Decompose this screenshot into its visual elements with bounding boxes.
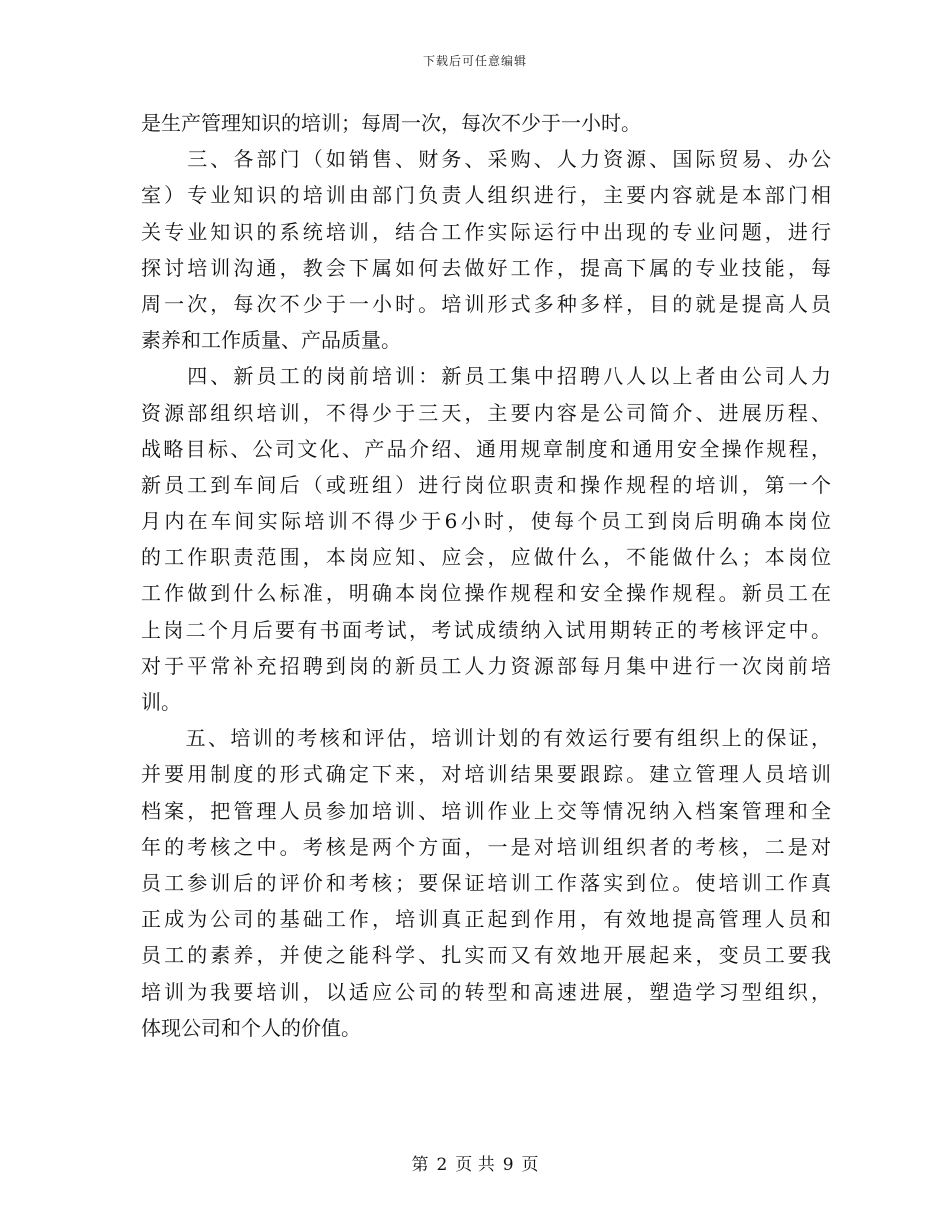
text-line: 探讨培训沟通，教会下属如何去做好工作，提高下属的专业技能，每	[141, 255, 831, 280]
text-line: 培训为我要培训，以适应公司的转型和高速进展，塑造学习型组织，	[141, 979, 831, 1004]
text-line: 训。	[141, 690, 181, 714]
text-line: 三、各部门（如销售、财务、采购、人力资源、国际贸易、办公	[141, 147, 831, 172]
text-line: 是生产管理知识的培训；每周一次，每次不少于一小时。	[141, 111, 641, 135]
text-line: 年的考核之中。考核是两个方面，一是对培训组织者的考核，二是对	[141, 834, 831, 859]
page-number: 2	[436, 1155, 448, 1175]
text-line: 上岗二个月后要有书面考试，考试成绩纳入试用期转正的考核评定中。	[141, 617, 831, 642]
text-line: 正成为公司的基础工作，培训真正起到作用，有效地提高管理人员和	[141, 907, 831, 932]
page-header: 下载后可任意编辑	[422, 54, 527, 68]
footer-middle: 页 共	[455, 1155, 495, 1175]
text-line: 关专业知识的系统培训，结合工作实际运行中出现的专业问题，进行	[141, 219, 831, 244]
page-footer	[0, 1150, 950, 1175]
text-line: 资源部组织培训，不得少于三天，主要内容是公司简介、进展历程、	[141, 400, 831, 425]
text-line: 工作做到什么标准，明确本岗位操作规程和安全操作规程。新员工在	[141, 581, 831, 606]
text-line: 五、培训的考核和评估，培训计划的有效运行要有组织上的保证，	[141, 726, 831, 751]
text-line: 对于平常补充招聘到岗的新员工人力资源部每月集中进行一次岗前培	[141, 653, 831, 678]
text-line: 新员工到车间后（或班组）进行岗位职责和操作规程的培训，第一个	[141, 472, 831, 497]
text-line: 员工参训后的评价和考核；要保证培训工作落实到位。使培训工作真	[141, 870, 831, 895]
text-line: 素养和工作质量、产品质量。	[141, 328, 401, 353]
text-line: 周一次，每次不少于一小时。培训形式多种多样，目的就是提高人员	[141, 291, 831, 316]
text-line: 档案，把管理人员参加培训、培训作业上交等情况纳入档案管理和全	[141, 798, 831, 823]
text-line: 的工作职责范围，本岗应知、应会，应做什么，不能做什么；本岗位	[141, 545, 831, 570]
text-line: 体现公司和个人的价值。	[141, 1015, 361, 1040]
text-line: 战略目标、公司文化、产品介绍、通用规章制度和通用安全操作规程，	[141, 436, 831, 461]
body-text	[141, 105, 831, 1046]
total-pages: 9	[502, 1155, 514, 1175]
text-line: 四、新员工的岗前培训：新员工集中招聘八人以上者由公司人力	[141, 364, 831, 389]
footer-prefix: 第	[411, 1155, 429, 1175]
text-line: 室）专业知识的培训由部门负责人组织进行，主要内容就是本部门相	[141, 183, 831, 208]
footer-suffix: 页	[521, 1155, 539, 1175]
text-line: 月内在车间实际培训不得少于6小时，使每个员工到岗后明确本岗位	[141, 509, 831, 534]
text-line: 并要用制度的形式确定下来，对培训结果要跟踪。建立管理人员培训	[141, 762, 831, 787]
text-line: 员工的素养，并使之能科学、扎实而又有效地开展起来，变员工要我	[141, 943, 831, 968]
